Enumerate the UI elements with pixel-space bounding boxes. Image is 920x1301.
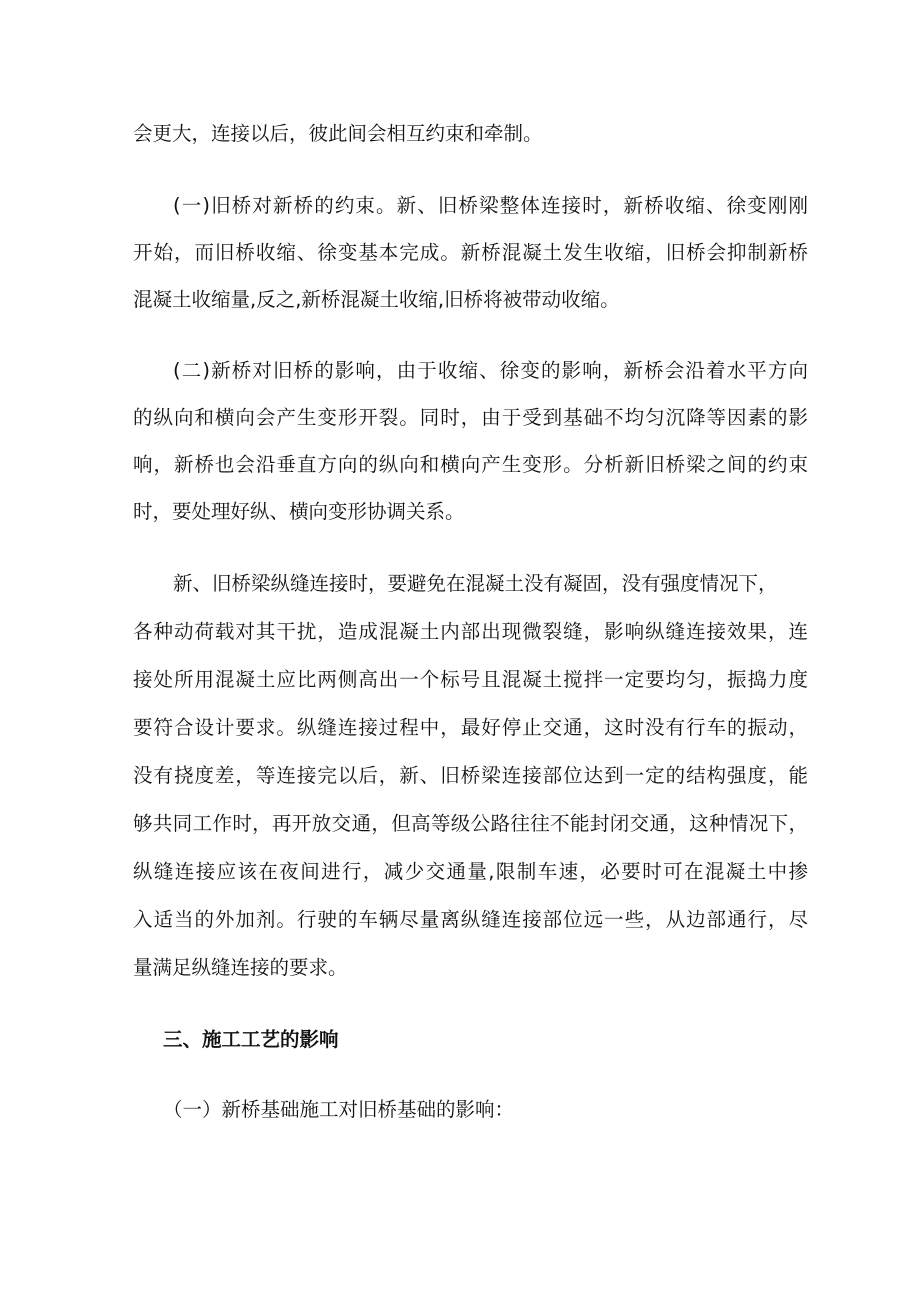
text-line: 时，要处理好纵、横向变形协调关系。 <box>133 500 465 523</box>
text-line: 开始，而旧桥收缩、徐变基本完成。新桥混凝土发生收缩，旧桥会抑制新桥 <box>133 241 808 264</box>
text-line: 新、旧桥梁纵缝连接时，要避免在混凝土没有凝固，没有强度情况下， <box>173 572 778 595</box>
text-line: 要符合设计要求。纵缝连接过程中，最好停止交通，这时没有行车的振动， <box>133 716 808 739</box>
text-line: 混凝土收缩量,反之,新桥混凝土收缩,旧桥将被带动收缩。 <box>133 288 620 311</box>
text-line: 各种动荷载对其干扰，造成混凝土内部出现微裂缝，影响纵缝连接效果，连 <box>133 620 808 643</box>
text-line: (二)新桥对旧桥的影响，由于收缩、徐变的影响，新桥会沿着水平方向 <box>173 359 808 382</box>
text-line: 的纵向和横向会产生变形开裂。同时，由于受到基础不均匀沉降等因素的影 <box>133 406 808 429</box>
text-line: 够共同工作时，再开放交通，但高等级公路往往不能封闭交通，这种情况下， <box>133 812 808 835</box>
text-line: 会更大，连接以后，彼此间会相互约束和牵制。 <box>133 122 543 145</box>
text-line: 接处所用混凝土应比两侧高出一个标号且混凝土搅拌一定要均匀，振捣力度 <box>133 668 808 691</box>
text-line: 响，新桥也会沿垂直方向的纵向和横向产生变形。分析新旧桥梁之间的约束 <box>133 453 808 476</box>
text-line: 量满足纵缝连接的要求。 <box>133 956 348 979</box>
text-line: (一)旧桥对新桥的约束。新、旧桥梁整体连接时，新桥收缩、徐变刚刚 <box>173 194 808 217</box>
text-line: 没有挠度差，等连接完以后，新、旧桥梁连接部位达到一定的结构强度，能 <box>133 764 808 787</box>
subsection-heading: （一）新桥基础施工对旧桥基础的影响： <box>163 1098 515 1121</box>
section-heading: 三、施工工艺的影响 <box>163 1028 339 1051</box>
text-line: 纵缝连接应该在夜间进行，减少交通量,限制车速，必要时可在混凝土中掺 <box>133 860 808 883</box>
text-line: 入适当的外加剂。行驶的车辆尽量离纵缝连接部位远一些，从边部通行，尽 <box>133 908 808 931</box>
